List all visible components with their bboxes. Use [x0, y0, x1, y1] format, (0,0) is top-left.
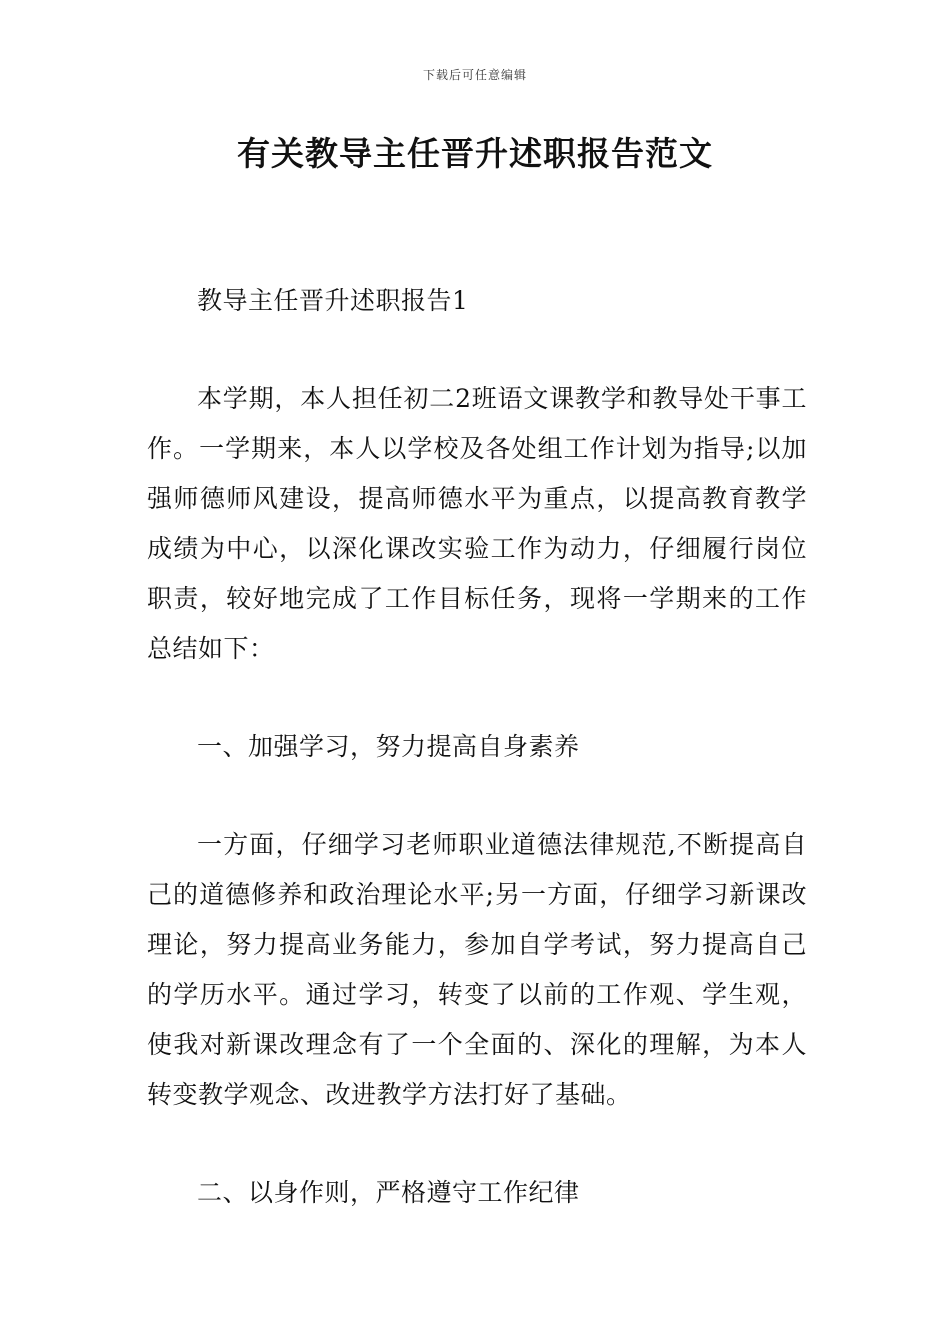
section-1-paragraph: 一方面，仔细学习老师职业道德法律规范,不断提高自己的道德修养和政治理论水平;另一方面，仔细学习新课改理论，努力提高业务能力，参加自学考试，努力提高自己的学历水平。通过学习，转变了以前的工作观、学生观，使我对新课改理念有了一个全面的、深化的理解，为本人转变教学观念、改进教学方法打好了基础。 [147, 830, 807, 1109]
section-2-heading: 二、以身作则，严格遵守工作纪律 [197, 1178, 580, 1207]
report-heading: 教导主任晋升述职报告1 [197, 286, 469, 315]
spacer [147, 1120, 807, 1168]
spacer [147, 772, 807, 820]
spacer [147, 326, 807, 374]
page-header-note: 下载后可任意编辑 [422, 68, 527, 82]
section-1-heading: 一、加强学习，努力提高自身素养 [197, 732, 580, 761]
spacer [147, 674, 807, 722]
document-body [147, 276, 807, 1218]
document-title: 有关教导主任晋升述职报告范文 [237, 134, 713, 173]
intro-paragraph: 本学期，本人担任初二2班语文课教学和教导处干事工作。一学期来，本人以学校及各处组工作计划为指导;以加强师德师风建设，提高师德水平为重点，以提高教育教学成绩为中心，以深化课改实验工作为动力，仔细履行岗位职责，较好地完成了工作目标任务，现将一学期来的工作总结如下： [147, 384, 807, 663]
